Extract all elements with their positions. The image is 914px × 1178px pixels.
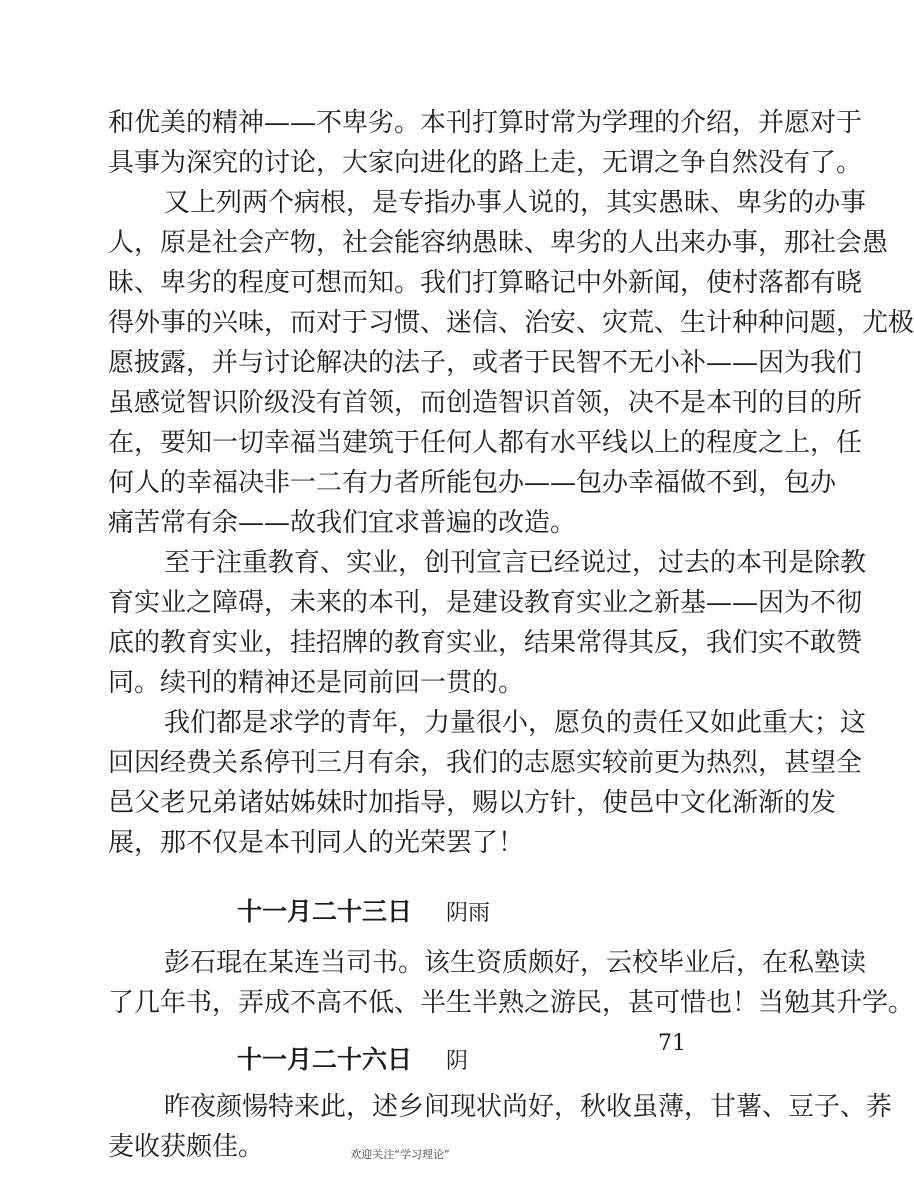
paragraph4-line: 邑父老兄弟诸姑姊妹时加指导，赐以方针，使邑中文化渐渐的发 <box>108 788 837 818</box>
paragraph2-line: 昧、卑劣的程度可想而知。我们打算略记中外新闻，使村落都有晓 <box>108 268 863 298</box>
page-number: 71 <box>658 1031 686 1056</box>
paragraph1-line: 和优美的精神——不卑劣。本刊打算时常为学理的介绍，并愿对于 <box>108 108 863 138</box>
paragraph4-line: 回因经费关系停刊三月有余，我们的志愿实较前更为热烈，甚望全 <box>108 748 863 778</box>
paragraph2-line: 虽感觉智识阶级没有首领，而创造智识首领，决不是本刊的目的所 <box>108 388 863 418</box>
paragraph2-line: 愿披露，并与讨论解决的法子，或者于民智不无小补——因为我们 <box>108 348 863 378</box>
entry1-line: 彭石琨在某连当司书。该生资质颇好，云校毕业后，在私塾读 <box>164 948 867 978</box>
paragraph4-line: 展，那不仅是本刊同人的光荣罢了！ <box>108 828 525 858</box>
entry2-weather: 阴 <box>446 1049 469 1074</box>
footer-note: 欢迎关注“学习理论” <box>350 1148 450 1161</box>
paragraph2-line: 人，原是社会产物，社会能容纳愚昧、卑劣的人出来办事，那社会愚 <box>108 228 889 258</box>
paragraph2-line: 又上列两个病根，是专指办事人说的，其实愚昧、卑劣的办事 <box>164 188 867 218</box>
paragraph2-line: 在，要知一切幸福当建筑于任何人都有水平线以上的程度之上，任 <box>108 428 863 458</box>
paragraph2-line: 何人的幸福决非一二有力者所能包办——包办幸福做不到，包办 <box>108 468 837 498</box>
entry1-date: 十一月二十三日 <box>237 897 413 926</box>
entry1-heading <box>237 896 490 930</box>
paragraph3-line: 同。续刊的精神还是同前回一贯的。 <box>108 668 525 698</box>
entry2-heading <box>237 1044 468 1078</box>
paragraph4-line: 我们都是求学的青年，力量很小，愿负的责任又如此重大；这 <box>164 708 867 738</box>
paragraph3-line: 育实业之障碍，未来的本刊，是建设教育实业之新基——因为不彻 <box>108 588 863 618</box>
paragraph2-line: 得外事的兴味，而对于习惯、迷信、治安、灾荒、生计种种问题，尤极 <box>108 308 914 338</box>
paragraph3-line: 至于注重教育、实业，创刊宣言已经说过，过去的本刊是除教 <box>164 548 867 578</box>
entry2-line: 昨夜颜愓特来此，述乡间现状尚好，秋收虽薄，甘薯、豆子、荞 <box>164 1092 893 1122</box>
entry2-line: 麦收获颇佳。 <box>108 1132 265 1162</box>
paragraph1-line: 具事为深究的讨论，大家向进化的路上走，无谓之争自然没有了。 <box>108 148 863 178</box>
entry1-line: 了几年书，弄成不高不低、半生半熟之游民，甚可惜也！当勉其升学。 <box>108 988 914 1018</box>
entry2-date: 十一月二十六日 <box>237 1045 413 1074</box>
entry1-weather: 阴雨 <box>446 901 491 926</box>
paragraph3-line: 底的教育实业，挂招牌的教育实业，结果常得其反，我们实不敢赞 <box>108 628 863 658</box>
paragraph2-line: 痛苦常有余——故我们宜求普遍的改造。 <box>108 508 577 538</box>
